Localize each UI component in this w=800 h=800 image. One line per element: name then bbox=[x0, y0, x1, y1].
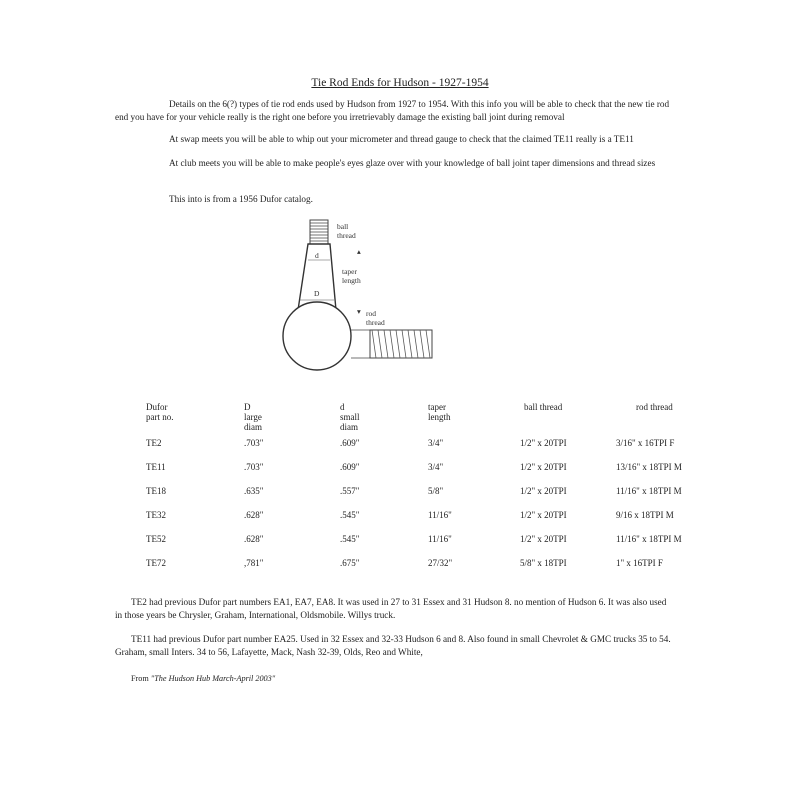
cell-part-no: TE72 bbox=[146, 558, 166, 568]
cell-ball-thread: 1/2" x 20TPI bbox=[520, 510, 567, 520]
label-length: length bbox=[342, 276, 361, 285]
cell-rod-thread: 13/16" x 18TPI M bbox=[616, 462, 682, 472]
cell-small-diam: .609" bbox=[340, 462, 360, 472]
cell-part-no: TE18 bbox=[146, 486, 166, 496]
te2-note-text: TE2 had previous Dufor part numbers EA1, EA7, EA8. It was used in 27 to 31 Essex and 31 Hudson 8. no mention of Hudson 6. It was also used in those years be Chrysler, Graham, International, Oldsmobile. Willys truck. bbox=[115, 597, 667, 620]
cell-small-diam: .609" bbox=[340, 438, 360, 448]
header-small-diam: d small diam bbox=[340, 402, 360, 432]
source-prefix: From bbox=[131, 674, 151, 683]
header-taper-length: taper length bbox=[428, 402, 451, 422]
intro-text: Details on the 6(?) types of tie rod ends used by Hudson from 1927 to 1954. With this info you will be able to check that the new tie rod end you have for your vehicle really is the right one before you irretrievably damage the existing ball joint during removal bbox=[115, 99, 670, 122]
table-header-row bbox=[146, 402, 736, 438]
cell-rod-thread: 9/16 x 18TPI M bbox=[616, 510, 674, 520]
label-large-d: D bbox=[314, 289, 320, 298]
cell-rod-thread: 11/16" x 18TPI M bbox=[616, 486, 682, 496]
cell-part-no: TE11 bbox=[146, 462, 166, 472]
table-row bbox=[146, 558, 736, 582]
cell-taper-length: 11/16" bbox=[428, 510, 452, 520]
header-large-diam: D large diam bbox=[244, 402, 262, 432]
label-taper: taper bbox=[342, 267, 357, 276]
cell-small-diam: .675" bbox=[340, 558, 360, 568]
cell-small-diam: .557" bbox=[340, 486, 360, 496]
cell-large-diam: ,781" bbox=[244, 558, 264, 568]
cell-part-no: TE32 bbox=[146, 510, 166, 520]
cell-taper-length: 3/4" bbox=[428, 462, 444, 472]
te11-note-text: TE11 had previous Dufor part number EA25. Used in 32 Essex and 32-33 Hudson 6 and 8. Also found in small Chevrolet & GMC trucks 35 to 54. Graham, small Inters. 34 to 56, Lafayette, Mack, Nash 32-39, Olds, Reo and White, bbox=[115, 634, 671, 657]
tie-rod-end-diagram bbox=[272, 218, 442, 378]
table-row bbox=[146, 462, 736, 486]
cell-ball-thread: 5/8" x 18TPI bbox=[520, 558, 567, 568]
cell-large-diam: .628" bbox=[244, 510, 264, 520]
source-citation bbox=[131, 674, 275, 683]
cell-large-diam: .703" bbox=[244, 462, 264, 472]
cell-rod-thread: 1" x 16TPI F bbox=[616, 558, 663, 568]
ball-joint-drawing bbox=[283, 302, 351, 370]
cell-taper-length: 11/16" bbox=[428, 534, 452, 544]
te11-note-paragraph bbox=[115, 633, 675, 658]
source-note-paragraph bbox=[115, 193, 675, 206]
table-row bbox=[146, 534, 736, 558]
cell-rod-thread: 3/16" x 16TPI F bbox=[616, 438, 675, 448]
header-part-no: Dufor part no. bbox=[146, 402, 174, 422]
header-ball-thread: ball thread bbox=[524, 402, 563, 412]
club-meet-paragraph bbox=[115, 157, 675, 170]
table-row bbox=[146, 438, 736, 462]
source-note-text: This into is from a 1956 Dufor catalog. bbox=[169, 194, 313, 204]
label-ball: ball bbox=[337, 222, 349, 231]
intro-paragraph bbox=[115, 98, 675, 123]
label-small-d: d bbox=[315, 251, 319, 260]
ball-thread-drawing bbox=[310, 220, 328, 244]
svg-text:▴: ▴ bbox=[357, 247, 361, 256]
cell-small-diam: .545" bbox=[340, 534, 360, 544]
label-rod: rod bbox=[366, 309, 376, 318]
source-title: "The Hudson Hub March-April 2003" bbox=[150, 674, 276, 683]
swap-meet-text: At swap meets you will be able to whip out your micrometer and thread gauge to check that the claimed TE11 really is a TE11 bbox=[169, 134, 634, 144]
table-row bbox=[146, 486, 736, 510]
cell-part-no: TE52 bbox=[146, 534, 166, 544]
cell-taper-length: 5/8" bbox=[428, 486, 444, 496]
te2-note-paragraph bbox=[115, 596, 675, 621]
cell-part-no: TE2 bbox=[146, 438, 162, 448]
cell-ball-thread: 1/2" x 20TPI bbox=[520, 486, 567, 496]
club-meet-text: At club meets you will be able to make people's eyes glaze over with your knowledge of ball joint taper dimensions and thread sizes bbox=[169, 158, 656, 168]
cell-taper-length: 3/4" bbox=[428, 438, 444, 448]
cell-small-diam: .545" bbox=[340, 510, 360, 520]
header-rod-thread: rod thread bbox=[636, 402, 673, 412]
cell-taper-length: 27/32" bbox=[428, 558, 453, 568]
table-row bbox=[146, 510, 736, 534]
page-title: Tie Rod Ends for Hudson - 1927-1954 bbox=[311, 77, 489, 89]
cell-ball-thread: 1/2" x 20TPI bbox=[520, 438, 567, 448]
cell-large-diam: .703" bbox=[244, 438, 264, 448]
label-ball-thread: thread bbox=[337, 231, 356, 240]
tie-rod-end-drawing bbox=[272, 218, 442, 378]
cell-ball-thread: 1/2" x 20TPI bbox=[520, 534, 567, 544]
cell-large-diam: .628" bbox=[244, 534, 264, 544]
cell-large-diam: .635" bbox=[244, 486, 264, 496]
cell-rod-thread: 11/16" x 18TPI M bbox=[616, 534, 682, 544]
swap-meet-paragraph bbox=[115, 133, 675, 146]
tie-rod-spec-table bbox=[146, 402, 736, 582]
cell-ball-thread: 1/2" x 20TPI bbox=[520, 462, 567, 472]
svg-text:▾: ▾ bbox=[357, 307, 361, 316]
rod-thread-drawing bbox=[351, 330, 432, 358]
label-rod-thread: thread bbox=[366, 318, 385, 327]
